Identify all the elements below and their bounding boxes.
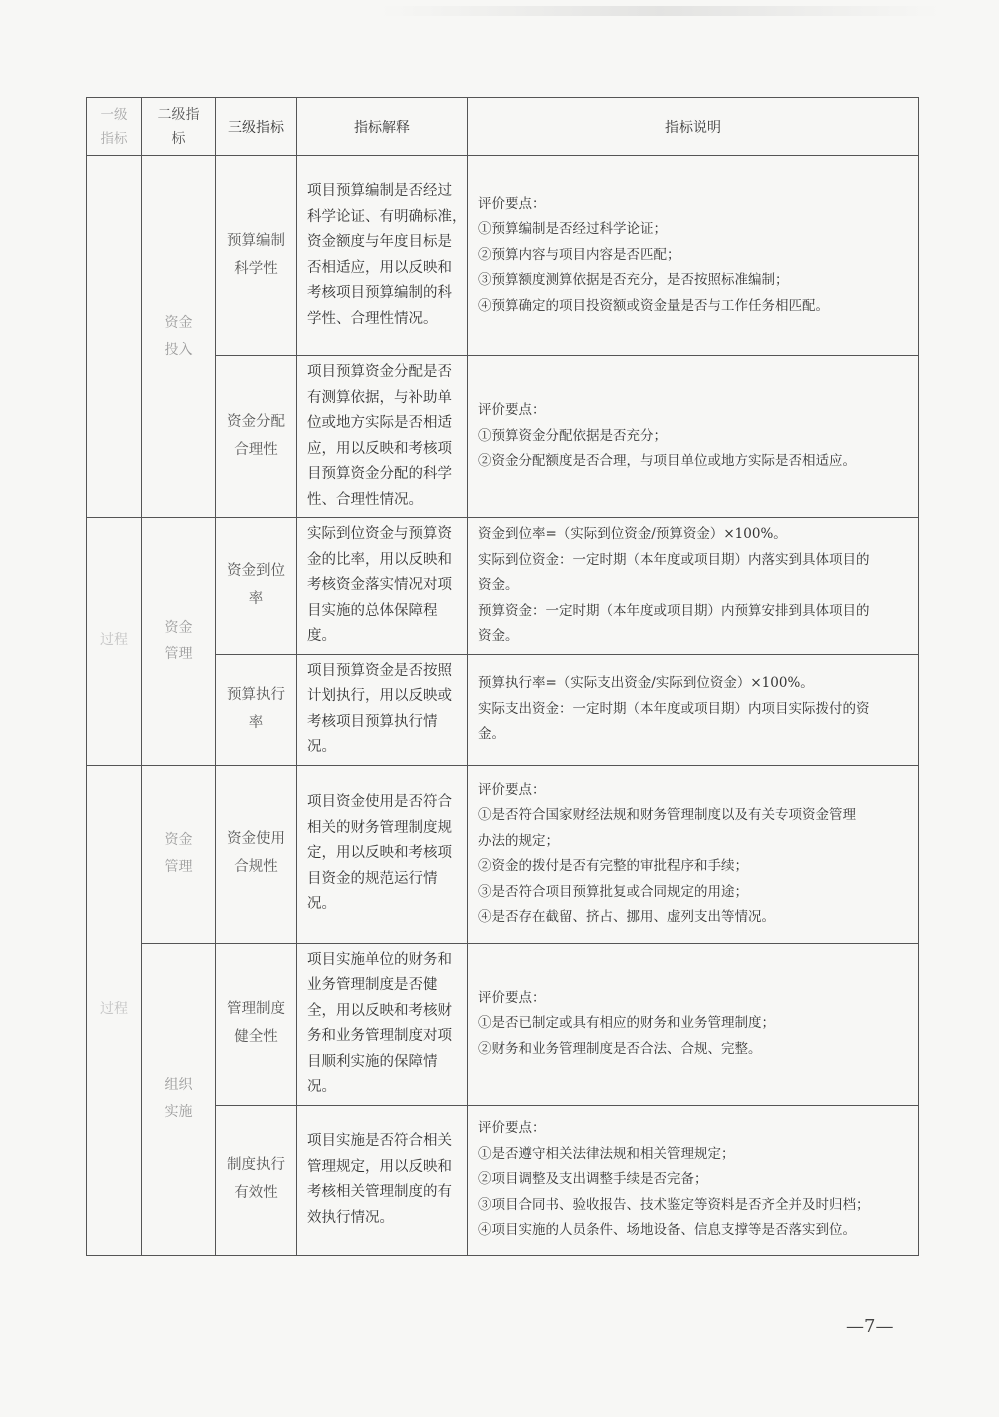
explanation-cell: 项目资金使用是否符合 相关的财务管理制度规 定，用以反映和考核项 目资金的规范运行情 况。 — [297, 765, 468, 943]
explanation-cell: 项目实施是否符合相关 管理规定，用以反映和 考核相关管理制度的有 效执行情况。 — [297, 1105, 468, 1255]
description-cell: 评价要点： ①是否已制定或具有相应的财务和业务管理制度； ②财务和业务管理制度是否合法、合规、完整。 — [468, 943, 919, 1105]
explanation-cell: 项目实施单位的财务和 业务管理制度是否健 全，用以反映和考核财 务和业务管理制度对项 目顺利实施的保障情 况。 — [297, 943, 468, 1105]
header-level3: 三级指标 — [216, 98, 297, 156]
level3-cell: 资金使用 合规性 — [216, 765, 297, 943]
level2-cell: 资金管理 — [142, 765, 216, 943]
table-header-row — [87, 98, 919, 156]
description-cell: 评价要点： ①预算资金分配依据是否充分； ②资金分配额度是否合理，与项目单位或地方实际是否相适应。 — [468, 356, 919, 518]
table-row — [87, 765, 919, 943]
level1-cell: 过程 — [87, 765, 142, 1255]
level3-cell: 资金到位 率 — [216, 518, 297, 655]
header-explanation: 指标解释 — [297, 98, 468, 156]
level3-cell: 管理制度 健全性 — [216, 943, 297, 1105]
table-row — [87, 518, 919, 655]
scan-artifact — [380, 6, 940, 16]
level2-cell: 资金投入 — [142, 156, 216, 518]
description-cell: 资金到位率=（实际到位资金/预算资金）×100%。 实际到位资金：一定时期（本年度或项目期）内落实到具体项目的 资金。 预算资金：一定时期（本年度或项目期）内预算安排到具体项目的 资金。 — [468, 518, 919, 655]
description-cell: 评价要点： ①是否符合国家财经法规和财务管理制度以及有关专项资金管理 办法的规定； ②资金的拨付是否有完整的审批程序和手续； ③是否符合项目预算批复或合同规定的用途； ④是否存在截留、挤占、挪用、虚列支出等情况。 — [468, 765, 919, 943]
header-level2: 二级指标 — [142, 98, 216, 156]
level1-cell: 过程 — [87, 518, 142, 766]
page-number: —7— — [846, 1316, 894, 1337]
level2-cell: 组织实施 — [142, 943, 216, 1255]
table-row — [87, 943, 919, 1105]
header-level1: 一级指标 — [87, 98, 142, 156]
indicator-table — [86, 97, 919, 1256]
explanation-cell: 项目预算资金分配是否 有测算依据，与补助单 位或地方实际是否相适 应，用以反映和考核项 目预算资金分配的科学 性、合理性情况。 — [297, 356, 468, 518]
level3-cell: 预算执行 率 — [216, 654, 297, 765]
description-cell: 评价要点： ①是否遵守相关法律法规和相关管理规定； ②项目调整及支出调整手续是否完备； ③项目合同书、验收报告、技术鉴定等资料是否齐全并及时归档； ④项目实施的人员条件、场地设备、信息支撑等是否落实到位。 — [468, 1105, 919, 1255]
header-description: 指标说明 — [468, 98, 919, 156]
table-row — [87, 156, 919, 356]
explanation-cell: 项目预算资金是否按照 计划执行，用以反映或 考核项目预算执行情 况。 — [297, 654, 468, 765]
description-cell: 预算执行率=（实际支出资金/实际到位资金）×100%。 实际支出资金：一定时期（本年度或项目期）内项目实际拨付的资 金。 — [468, 654, 919, 765]
level3-cell: 预算编制 科学性 — [216, 156, 297, 356]
explanation-cell: 项目预算编制是否经过 科学论证、有明确标准， 资金额度与年度目标是 否相适应，用以反映和 考核项目预算编制的科 学性、合理性情况。 — [297, 156, 468, 356]
level2-cell: 资金管理 — [142, 518, 216, 766]
explanation-cell: 实际到位资金与预算资 金的比率，用以反映和 考核资金落实情况对项 目实施的总体保障程 度。 — [297, 518, 468, 655]
level3-cell: 制度执行 有效性 — [216, 1105, 297, 1255]
level3-cell: 资金分配 合理性 — [216, 356, 297, 518]
level1-cell — [87, 156, 142, 518]
description-cell: 评价要点： ①预算编制是否经过科学论证； ②预算内容与项目内容是否匹配； ③预算额度测算依据是否充分，是否按照标准编制； ④预算确定的项目投资额或资金量是否与工作任务相匹配。 — [468, 156, 919, 356]
